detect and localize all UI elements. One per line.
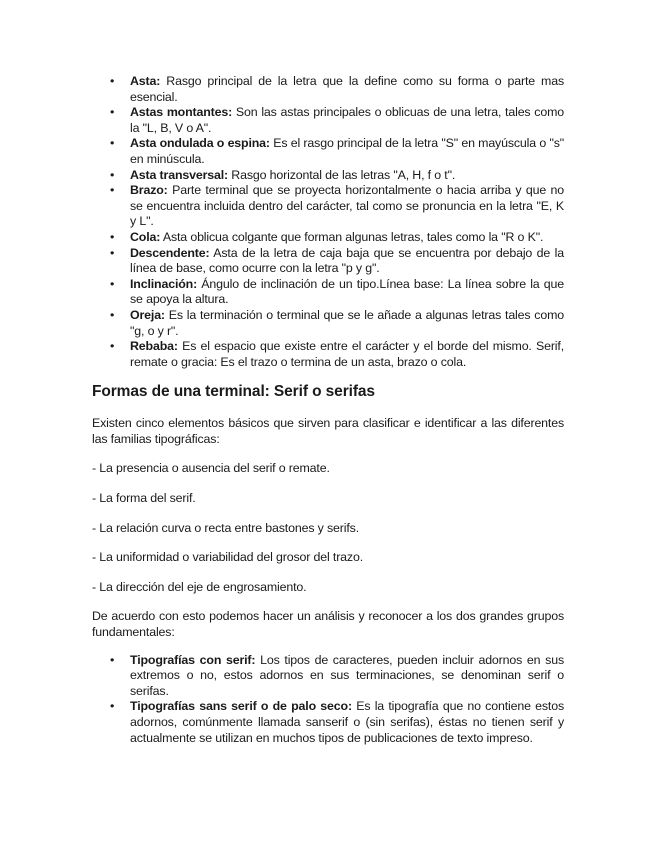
term: Oreja: <box>130 307 165 322</box>
term: Rebaba: <box>130 339 178 354</box>
typeface-groups-list <box>92 653 564 747</box>
definition: Son las astas principales o oblicuas de una letra, tales como la "L, B, V o A". <box>130 105 564 135</box>
bullet-icon: • <box>110 136 115 151</box>
term: Asta ondulada o espina: <box>130 136 270 151</box>
bullet-icon: • <box>110 229 115 244</box>
bullet-icon: • <box>110 183 115 198</box>
definition: Es el espacio que existe entre el carácter y el borde del mismo. Serif, remate o gracia: Es el trazo o termina de un asta, brazo o cola. <box>130 339 564 369</box>
definition: Ángulo de inclinación de un tipo.Línea base: La línea sobre la que se apoya la altura. <box>130 276 564 307</box>
dash-item: - La forma del serif. <box>92 491 196 506</box>
list-item <box>110 136 564 167</box>
list-item <box>110 229 564 246</box>
document-page <box>92 74 564 746</box>
intro-paragraph: Existen cinco elementos básicos que sirven para clasificar e identificar a las diferentes las familias tipográficas: <box>92 416 564 446</box>
dash-item: - La relación curva o recta entre bastones y serifs. <box>92 520 359 535</box>
definition: Es la tipografía que no contiene estos adornos, comúnmente llamada sanserif o (sin serifas), éstas no tienen serif y actualmente se utilizan en muchos tipos de publicaciones de texto impreso. <box>130 699 564 745</box>
list-item <box>110 339 564 370</box>
definition: Asta oblicua colgante que forman algunas letras, tales como la "R o K". <box>160 229 544 244</box>
term: Tipografías sans serif o de palo seco: <box>130 699 352 714</box>
outro-paragraph: De acuerdo con esto podemos hacer un análisis y reconocer a los dos grandes grupos fundamentales: <box>92 609 564 640</box>
term: Brazo: <box>130 183 168 198</box>
term: Asta: <box>130 74 161 88</box>
list-item <box>110 652 564 700</box>
term: Astas montantes: <box>130 105 233 120</box>
bullet-icon: • <box>110 105 115 120</box>
term: Asta transversal: <box>130 167 229 182</box>
bullet-icon: • <box>110 699 115 714</box>
definition: Los tipos de caracteres, pueden incluir adornos en sus extremos o no, estos adornos en sus terminaciones, se denominan serif o serifas. <box>130 652 564 698</box>
list-item <box>110 699 564 746</box>
section-heading: Formas de una terminal: Serif o serifas <box>92 383 375 401</box>
anatomy-bullet-list <box>92 74 564 370</box>
list-item <box>110 245 564 277</box>
bullet-icon: • <box>110 276 115 291</box>
dash-item: - La dirección del eje de engrosamiento. <box>92 579 307 594</box>
bullet-icon: • <box>110 167 115 182</box>
definition: Asta de la letra de caja baja que se encuentra por debajo de la línea de base, como ocurre con la letra "p y g". <box>130 245 564 276</box>
bullet-icon: • <box>110 245 115 260</box>
dash-item: - La uniformidad o variabilidad del grosor del trazo. <box>92 550 363 565</box>
term: Descendente: <box>130 245 210 260</box>
bullet-icon: • <box>110 307 115 322</box>
list-item <box>110 276 564 308</box>
bullet-icon: • <box>110 652 115 667</box>
definition: Es el rasgo principal de la letra "S" en mayúscula o "s" en minúscula. <box>130 136 564 166</box>
definition: Rasgo principal de la letra que la define como su forma o parte mas esencial. <box>130 74 564 104</box>
definition: Es la terminación o terminal que se le añade a algunas letras tales como "g, o y r". <box>130 307 564 338</box>
list-item <box>110 74 564 105</box>
term: Cola: <box>130 229 161 244</box>
term: Tipografías con serif: <box>130 652 256 667</box>
list-item <box>110 167 564 184</box>
list-item <box>110 307 564 339</box>
list-item <box>110 183 564 230</box>
definition: Parte terminal que se proyecta horizontalmente o hacia arriba y que no se encuentra incluida dentro del carácter, tal como se pronuncia en la letra "E, K y L". <box>130 183 564 229</box>
list-item <box>110 105 564 136</box>
definition: Rasgo horizontal de las letras "A, H, f o t". <box>228 167 456 182</box>
bullet-icon: • <box>110 339 115 354</box>
term: Inclinación: <box>130 276 198 291</box>
bullet-icon: • <box>110 74 115 88</box>
dash-item: - La presencia o ausencia del serif o remate. <box>92 461 330 476</box>
